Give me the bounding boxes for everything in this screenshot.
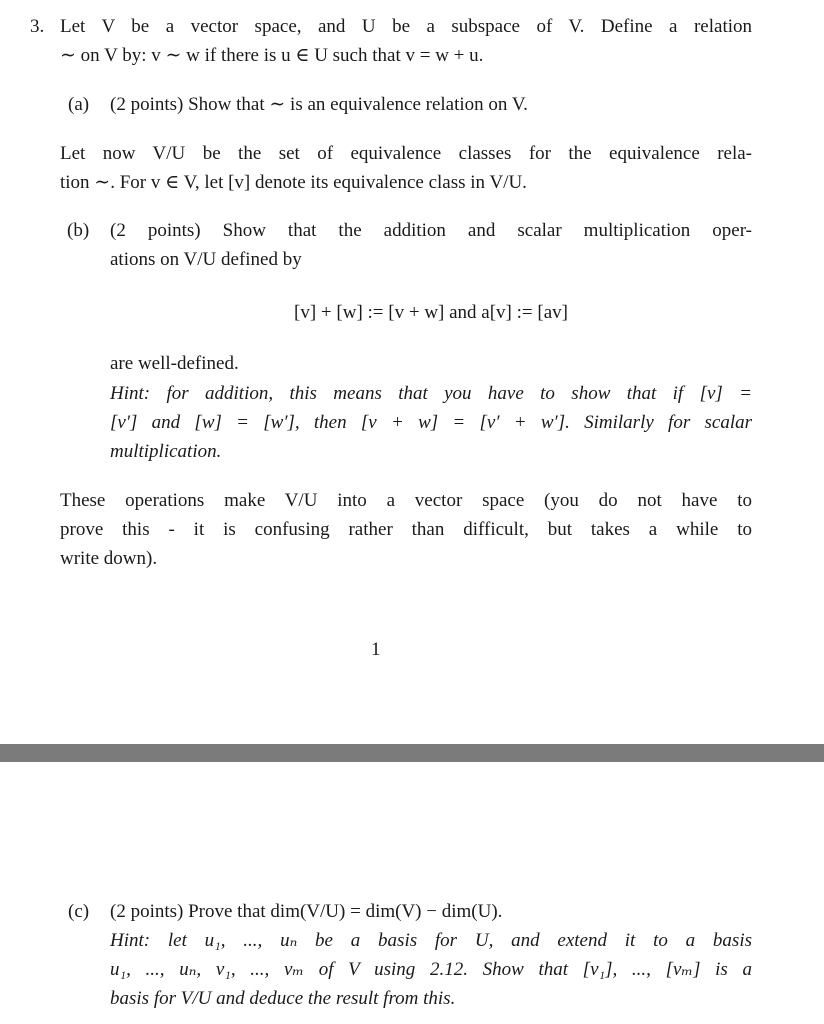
part-c-hint-line-1: Hint: let u₁, ..., uₙ be a basis for U, and extend it to a basis xyxy=(110,930,752,951)
paragraph-2-line-2: prove this - it is confusing rather than difficult, but takes a while to xyxy=(60,519,752,540)
part-c-hint-line-3: basis for V/U and deduce the result from this. xyxy=(110,988,456,1009)
paragraph-1-line-1: Let now V/U be the set of equivalence classes for the equivalence rela- xyxy=(60,143,752,164)
part-b-hint-line-1: Hint: for addition, this means that you have to show that if [v] = xyxy=(110,383,752,404)
problem-statement-line-2: ∼ on V by: v ∼ w if there is u ∈ U such that v = w + u. xyxy=(60,45,484,66)
part-a-label: (a) xyxy=(68,94,90,115)
part-b-line-2: ations on V/U defined by xyxy=(110,249,302,270)
part-b-formula: [v] + [w] := [v + w] and a[v] := [av] xyxy=(294,302,568,323)
page-2 xyxy=(0,762,824,1024)
page-number: 1 xyxy=(371,639,381,660)
part-c-hint-line-2: u₁, ..., uₙ, v₁, ..., vₘ of V using 2.12. Show that [v₁], ..., [vₘ] is a xyxy=(110,959,752,980)
paragraph-2-line-1: These operations make V/U into a vector space (you do not have to xyxy=(60,490,752,511)
part-b-label: (b) xyxy=(67,220,90,241)
problem-number: 3. xyxy=(30,16,45,37)
problem-statement-line-1: Let V be a vector space, and U be a subspace of V. Define a relation xyxy=(60,16,752,37)
paragraph-2-line-3: write down). xyxy=(60,548,158,569)
part-c-label: (c) xyxy=(68,901,90,922)
part-b-hint-line-2: [v′] and [w] = [w′], then [v + w] = [v′ + w′]. Similarly for scalar xyxy=(110,412,752,433)
part-a-text: (2 points) Show that ∼ is an equivalence relation on V. xyxy=(110,94,528,115)
part-c-text: (2 points) Prove that dim(V/U) = dim(V) − dim(U). xyxy=(110,901,503,922)
part-b-hint-line-3: multiplication. xyxy=(110,441,222,462)
part-b-line-3: are well-defined. xyxy=(110,353,239,374)
page-separator xyxy=(0,744,824,762)
part-b-line-1: (2 points) Show that the addition and scalar multiplication oper- xyxy=(110,220,752,241)
paragraph-1-line-2: tion ∼. For v ∈ V, let [v] denote its equivalence class in V/U. xyxy=(60,172,527,193)
